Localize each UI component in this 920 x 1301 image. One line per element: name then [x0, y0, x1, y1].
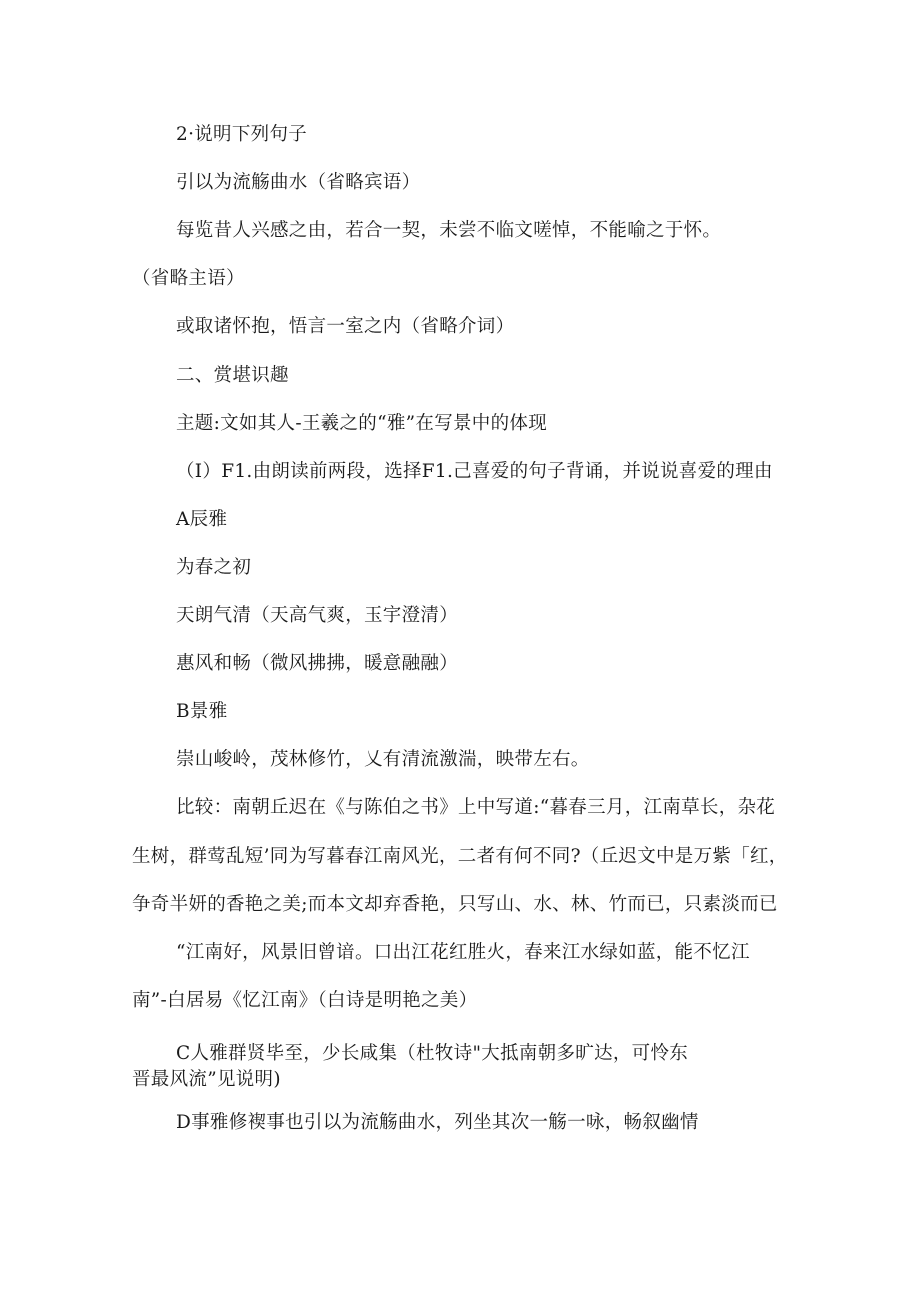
text-line: 天朗气清（天高气爽，玉宇澄清）: [176, 605, 459, 626]
text-line: C人雅群贤毕至，少长咸集（杜牧诗"大抵南朝多旷达，可怜东: [176, 1043, 689, 1064]
text-line: 为春之初: [176, 557, 252, 578]
text-line: 生树，群莺乱短’同为写暮春江南风光，二者有何不同?（丘迟文中是万紫「红，: [132, 846, 788, 867]
text-line: 崇山峻岭，茂林修竹，乂有清流激湍，映带左右。: [176, 749, 590, 770]
text-line: A辰雅: [176, 509, 228, 530]
text-line: 惠风和畅（微风拂拂，暖意融融）: [176, 653, 459, 674]
text-line: 争奇半妍的香艳之美;而本文却弃香艳，只写山、水、林、竹而已，只素淡而已: [132, 894, 778, 915]
text-line: 二、赏堪识趣: [176, 365, 289, 386]
text-line: （I）F1.由朗读前两段，选择F1.己喜爱的句子背诵，并说说喜爱的理由: [176, 461, 773, 482]
text-line: 南”-白居易《忆江南》（白诗是明艳之美）: [132, 990, 478, 1011]
text-line: （省略主语）: [132, 268, 245, 289]
text-line: 引以为流觞曲水（省略宾语）: [176, 172, 421, 193]
text-line: 主题:文如其人-王羲之的“雅”在写景中的体现: [176, 413, 548, 434]
text-line: D事雅修褉事也引以为流觞曲水，列坐其次一觞一咏，畅叙幽情: [176, 1112, 699, 1133]
text-line: 2·说明下列句子: [176, 124, 308, 145]
text-line: B景雅: [176, 701, 228, 722]
text-line: 比较：南朝丘迟在《与陈伯之书》上中写道:“暮春三月，江南草长，杂花: [176, 797, 776, 818]
text-line: 或取诸怀抱，悟言一室之内（省略介词）: [176, 316, 515, 337]
text-line: 晋最风流”见说明): [132, 1069, 281, 1090]
text-line: “江南好，风景旧曾谙。口出江花红胜火，春来江水绿如蓝，能不忆江: [176, 942, 750, 963]
text-line: 每览昔人兴感之由，若合一契，未尝不临文嗟悼，不能喻之于怀。: [176, 220, 722, 241]
